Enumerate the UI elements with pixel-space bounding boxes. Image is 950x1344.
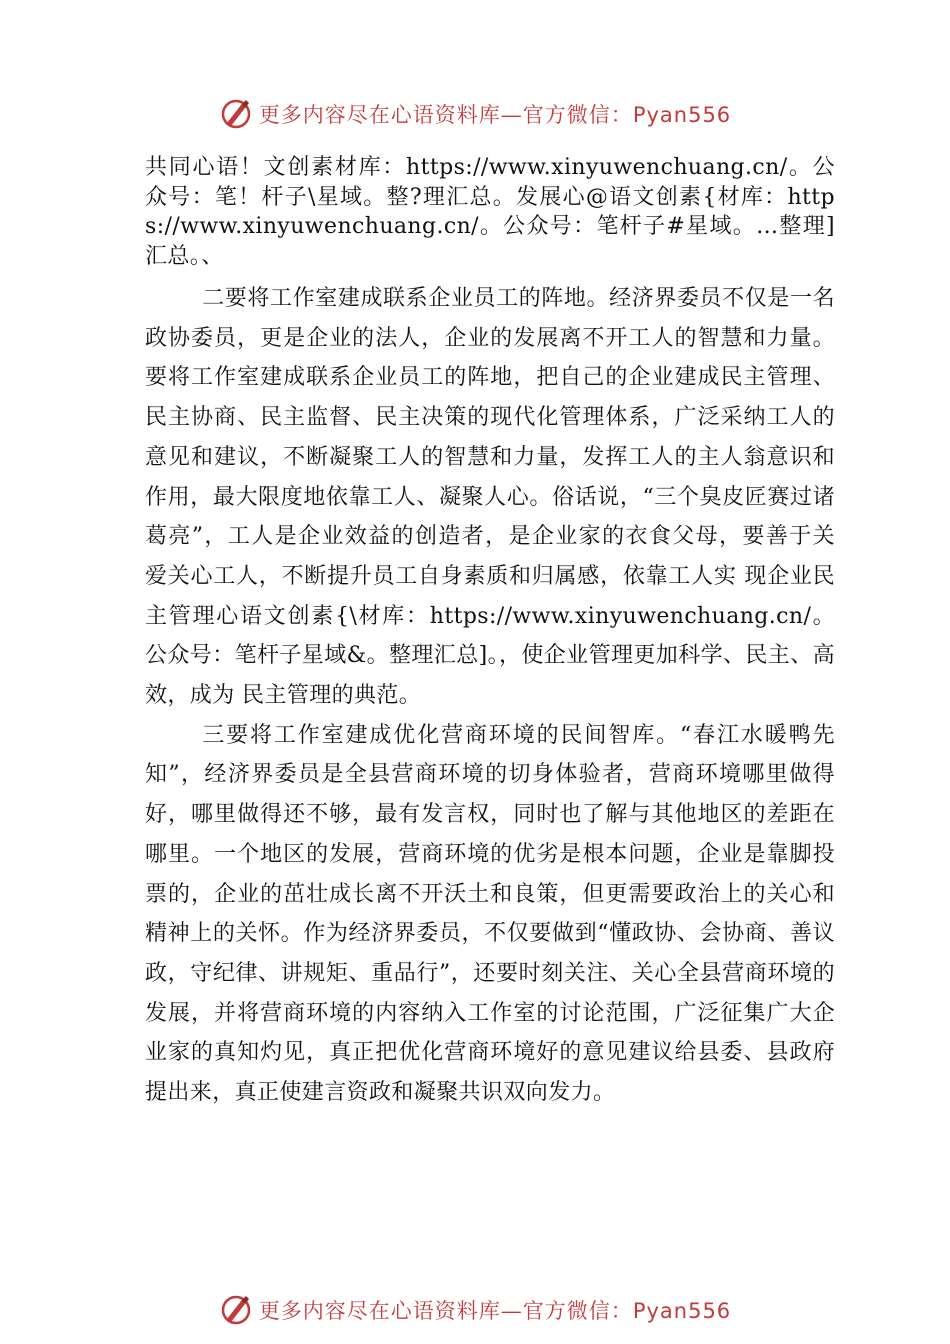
paragraph-2: 二要将工作室建成联系企业员工的阵地。经济界委员不仅是一名政协委员，更是企业的法人，企业的发展离不开工人的智慧和力量。要将工作室建成联系企业员工的阵地，把自己的企业建成民主管理、民主协商、民主监督、民主决策的现代化管理体系，广泛采纳工人的意见和建议，不断凝聚工人的智慧和力量，发挥工人的主人翁意识和作用，最大限度地依靠工人、凝聚人心。俗话说，“三个臭皮匠赛过诸葛亮”，工人是企业效益的创造者，是企业家的衣食父母，要善于关 爱关心工人，不断提升员工自身素质和归属感，依靠工人实 现企业民主管理心语文创素{\材库：https://www.xinyuwenchuang.cn/。公众号：笔杆子星域&。整理汇总]。，使企业管理更加科学、民主、高效，成为 民主管理的典范。 [145, 286, 835, 709]
paragraph-3: 三要将工作室建成优化营商环境的民间智库。“春江水暖鸭先知”，经济界委员是全县营商环境的切身体验者，营商环境哪里做得好，哪里做得还不够，最有发言权，同时也了解与其他地区的差距在哪里。一个地区的发展，营商环境的优劣是根本问题，企业是靠脚投票的，企业的茁壮成长离不开沃土和良策，但更需要政治上的关心和精神上的关怀。作为经济界委员，不仅要做到“懂政协、会协商、善议政，守纪律、讲规矩、重品行”，还要时刻关注、关心全县营商环境的发展，并将营商环境的内容纳入工作室的讨论范围，广泛征集广大企业家的真知灼见，真正把优化营商环境好的意见建议给县委、县政府提出来，真正使建言资政和凝聚共识双向发力。 [145, 722, 835, 1106]
paragraph-intro: 共同心语！文创素材库：https://www.xinyuwenchuang.cn/。公众号：笔！杆子\星域。整?理汇总。发展心@语文创素{材库：https://www.xinyuwenchuang.cn/。公众号：笔杆子#星域。…整理]汇总。、 [145, 155, 835, 269]
footer-banner [0, 1290, 950, 1330]
banner-text: 更多内容尽在心语资料库—官方微信：Pyan556 [258, 1299, 732, 1323]
brush-logo-icon [219, 1293, 253, 1327]
brush-logo-icon [219, 97, 253, 131]
banner-text: 更多内容尽在心语资料库—官方微信：Pyan556 [258, 103, 732, 127]
header-banner [0, 94, 950, 134]
document-body [145, 153, 835, 1113]
